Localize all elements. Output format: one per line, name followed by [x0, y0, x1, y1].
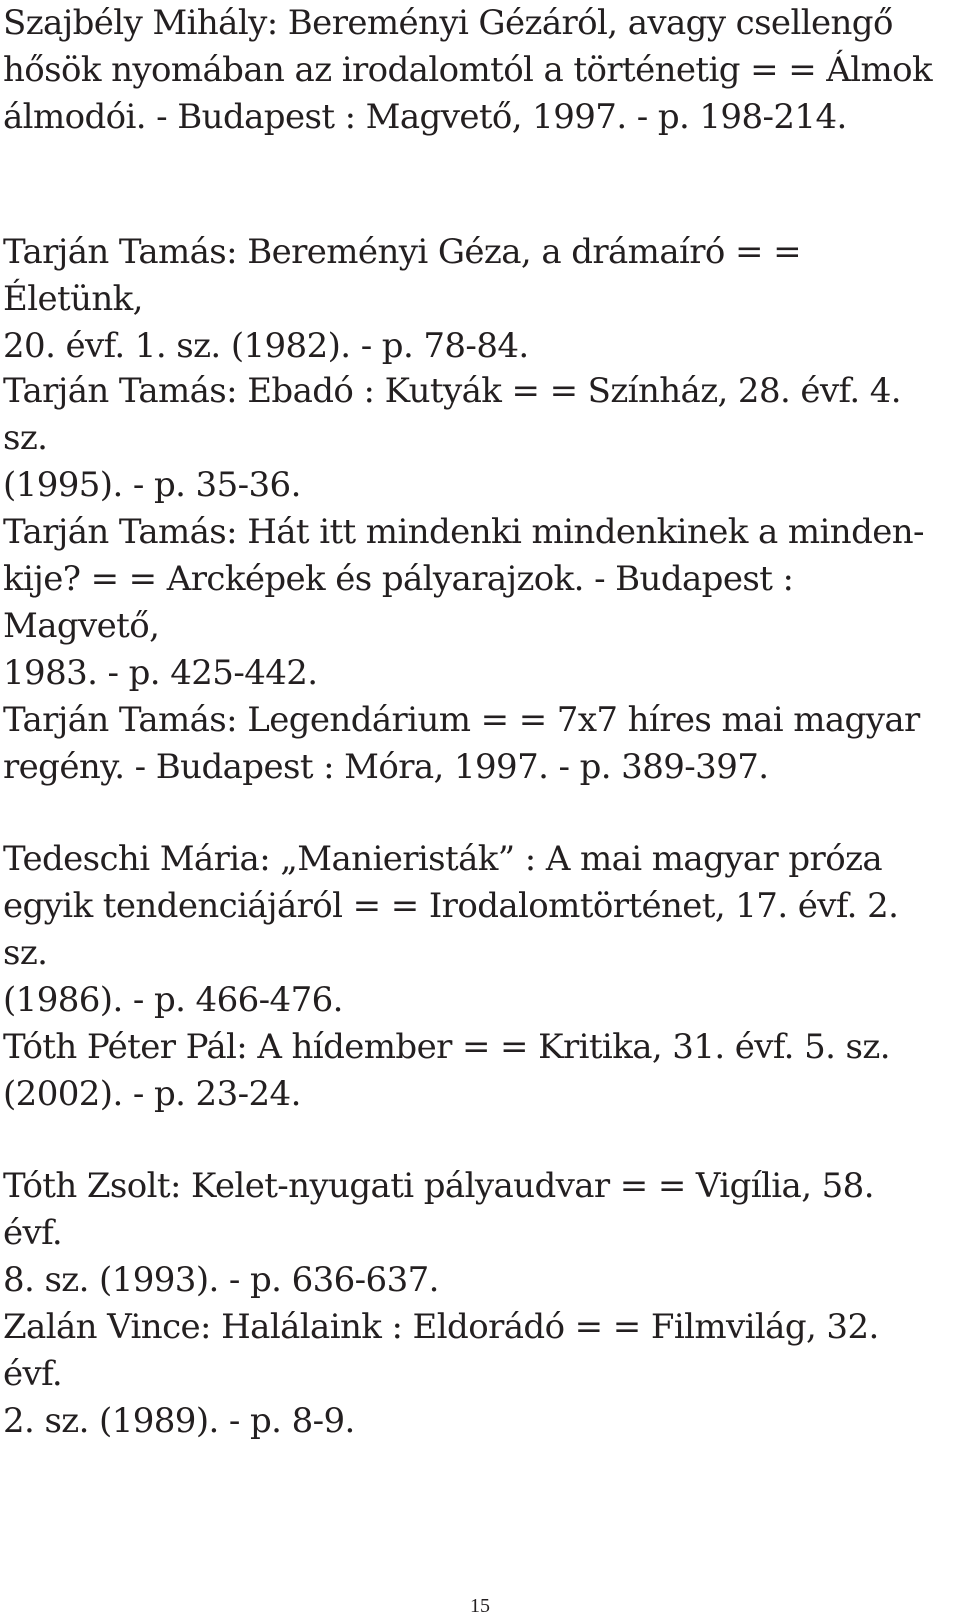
bibliography-entry: Tarján Tamás: Bereményi Géza, a drámaíró = = Életünk, 20. évf. 1. sz. (1982). - p. 78-84. — [3, 232, 801, 366]
bibliography-entry: Szajbély Mihály: Bereményi Gézáról, avagy csellengő hősök nyomában az irodalomtól a történetig = = Álmok álmodói. - Budapest : Magvető, 1997. - p. 198-214. — [3, 3, 933, 137]
page-number: 15 — [470, 1595, 490, 1617]
bibliography-entry: Tóth Péter Pál: A hídember = = Kritika, 31. évf. 5. sz. (2002). - p. 23-24. — [3, 1027, 890, 1114]
bibliography-entry: Tedeschi Mária: „Manieristák” : A mai magyar próza egyik tendenciájáról = = Irodalomtörténet, 17. évf. 2. sz. (1986). - p. 466-476. — [3, 839, 899, 1020]
bibliography-entry: Tarján Tamás: Hát itt mindenki mindenkinek a minden- kije? = = Arcképek és pályarajzok. - Budapest : Magvető, 1983. - p. 425-442. — [3, 512, 924, 693]
bibliography-entry: Tarján Tamás: Ebadó : Kutyák = = Színház, 28. évf. 4. sz. (1995). - p. 35-36. — [3, 371, 901, 505]
bibliography-entry: Tóth Zsolt: Kelet-nyugati pályaudvar = = Vigília, 58. évf. 8. sz. (1993). - p. 636-637. — [3, 1166, 874, 1300]
bibliography-entry: Zalán Vince: Halálaink : Eldorádó = = Filmvilág, 32. évf. 2. sz. (1989). - p. 8-9. — [3, 1307, 879, 1441]
bibliography-entry: Tarján Tamás: Legendárium = = 7x7 híres mai magyar regény. - Budapest : Móra, 1997. - p. 389-397. — [3, 700, 920, 787]
